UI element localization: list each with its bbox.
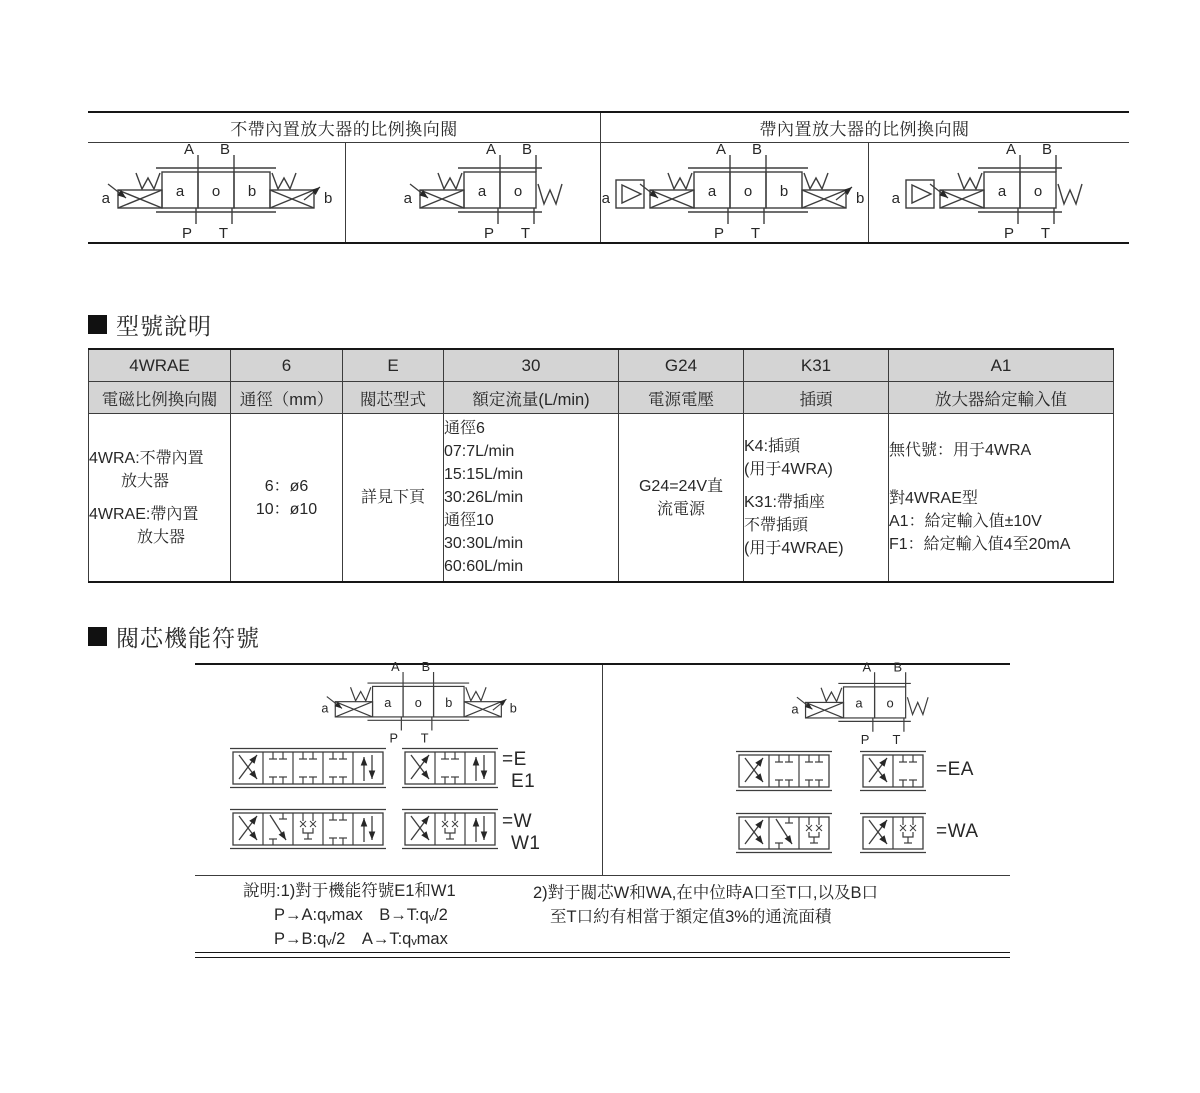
bottom-rule-line [195,957,1010,958]
code-cell: 4WRAE [89,349,231,382]
note-spool-w-wa: 2)對于閥芯W和WA,在中位時A口至T口,以及B口 至T口約有相當于額定值3%的通流面積 [533,884,878,926]
right-cell-divider [868,142,869,242]
svg-text:P: P [181,225,192,242]
svg-text:o: o [886,695,894,711]
svg-text:b: b [509,700,517,716]
spool-center-divider [602,665,603,875]
code-cell: G24 [619,349,744,382]
note-spool-e1-w1: 說明:1)對于機能符號E1和W1 P→A:qᵥmax B→T:qᵥ/2 P→B:qᵥ/2 A→T:qᵥmax [243,882,456,948]
svg-text:a: a [855,695,863,711]
spool-symbol-wa-3section-icon [736,810,832,856]
code-cell: 30 [444,349,619,382]
voltage-cell: G24=24V直 流電源 [619,414,744,583]
svg-text:P: P [389,730,398,746]
code-cell: A1 [889,349,1114,382]
model-code-table [88,348,1114,583]
valve-type-cell: 4WRA:不帶內置 放大器 4WRAE:帶內置 放大器 [89,414,231,583]
svg-text:T: T [520,225,530,242]
label-row [89,382,1114,414]
valve-symbol-2pos-amplifier-icon [888,142,1090,242]
code-cell: 6 [231,349,343,382]
spool-section-title [88,620,260,653]
svg-text:a: a [321,700,329,716]
svg-text:b: b [445,694,453,710]
svg-text:a: a [791,701,799,717]
connector-cell: K4:插頭 (用于4WRA) K31:帶插座 不帶插頭 (用于4WRAE) [744,414,889,583]
svg-text:b: b [779,183,789,200]
size-cell: 6：ø6 10：ø10 [231,414,343,583]
svg-text:b: b [856,190,865,207]
svg-text:o: o [1033,183,1043,200]
spool-label-ea: =EA [936,759,974,780]
left-cell-divider [345,142,346,242]
svg-text:B: B [421,661,431,675]
svg-text:a: a [891,190,900,207]
svg-text:T: T [420,730,429,746]
spool-label-w: =W W1 [502,811,541,854]
svg-text:A: A [485,142,496,158]
code-row [89,349,1114,382]
svg-text:A: A [183,142,194,158]
svg-text:P: P [860,731,870,747]
svg-text:B: B [893,661,903,675]
spool-symbol-wa-2section-icon [860,810,926,856]
svg-text:T: T [1040,225,1050,242]
amplifier-input-cell: 無代號：用于4WRA 對4WRAE型 A1：給定輸入值±10V F1：給定輸入值4至20mA [889,414,1114,583]
spool-symbol-w-3section-icon [402,806,498,852]
svg-text:A: A [391,661,400,675]
spool-symbol-ea-2section-icon [860,748,926,794]
svg-text:T: T [218,225,228,242]
label-cell: 電源電壓 [619,382,744,414]
svg-text:P: P [713,225,724,242]
flow-rate-cell: 通徑6 07:7L/min 15:15L/min 30:26L/min 通徑10 30:30L/min 60:60L/min [444,414,619,583]
section-title-text: 閥芯機能符號 [116,625,260,651]
svg-text:a: a [175,183,185,200]
svg-text:o: o [513,183,523,200]
svg-text:A: A [715,142,726,158]
svg-text:T: T [750,225,760,242]
header-without-amplifier: 不帶內置放大器的比例換向閥 [230,120,458,139]
svg-text:o: o [743,183,753,200]
svg-text:b: b [324,190,333,207]
svg-text:B: B [521,142,532,158]
section-title-text: 型號說明 [116,313,212,339]
svg-text:o: o [211,183,221,200]
svg-text:T: T [892,731,901,747]
svg-text:P: P [1003,225,1014,242]
svg-text:A: A [1005,142,1016,158]
valve-symbol-3pos-amplifier-icon [598,142,868,242]
spool-symbol-ea-3section-icon [736,748,832,794]
valve-symbol-3pos-icon [100,142,336,242]
svg-text:a: a [997,183,1007,200]
spool-label-e: =E E1 [502,749,536,792]
label-cell: 閥芯型式 [343,382,444,414]
spool-type-cell: 詳見下頁 [343,414,444,583]
svg-text:b: b [247,183,257,200]
svg-text:A: A [862,661,872,675]
spool-label-wa: =WA [936,821,979,842]
svg-text:P: P [483,225,494,242]
svg-text:a: a [601,190,610,207]
spool-ref-valve-3pos-icon [320,661,520,746]
svg-text:B: B [1041,142,1052,158]
label-cell: 通徑（mm） [231,382,343,414]
section-square-icon [88,315,107,334]
code-cell: K31 [744,349,889,382]
svg-text:B: B [219,142,230,158]
svg-text:a: a [384,694,392,710]
svg-text:a: a [403,190,412,207]
bottom-rule-line [195,952,1010,953]
valve-symbol-2pos-icon [402,142,570,242]
svg-text:o: o [414,694,422,710]
svg-text:a: a [101,190,110,207]
label-cell: 電磁比例換向閥 [89,382,231,414]
spool-symbol-w-5section-icon [230,806,386,852]
model-section-title [88,308,212,341]
spool-symbol-e-3section-icon [402,745,498,791]
detail-row [89,414,1114,583]
spool-notes-divider [195,875,1010,876]
svg-text:a: a [477,183,487,200]
spool-ref-valve-2pos-icon [790,661,935,747]
header-with-amplifier: 帶內置放大器的比例換向閥 [759,120,970,139]
label-cell: 插頭 [744,382,889,414]
spool-symbol-e-5section-icon [230,745,386,791]
svg-text:B: B [751,142,762,158]
section-square-icon [88,627,107,646]
svg-text:a: a [707,183,717,200]
label-cell: 額定流量(L/min) [444,382,619,414]
code-cell: E [343,349,444,382]
label-cell: 放大器給定輸入值 [889,382,1114,414]
